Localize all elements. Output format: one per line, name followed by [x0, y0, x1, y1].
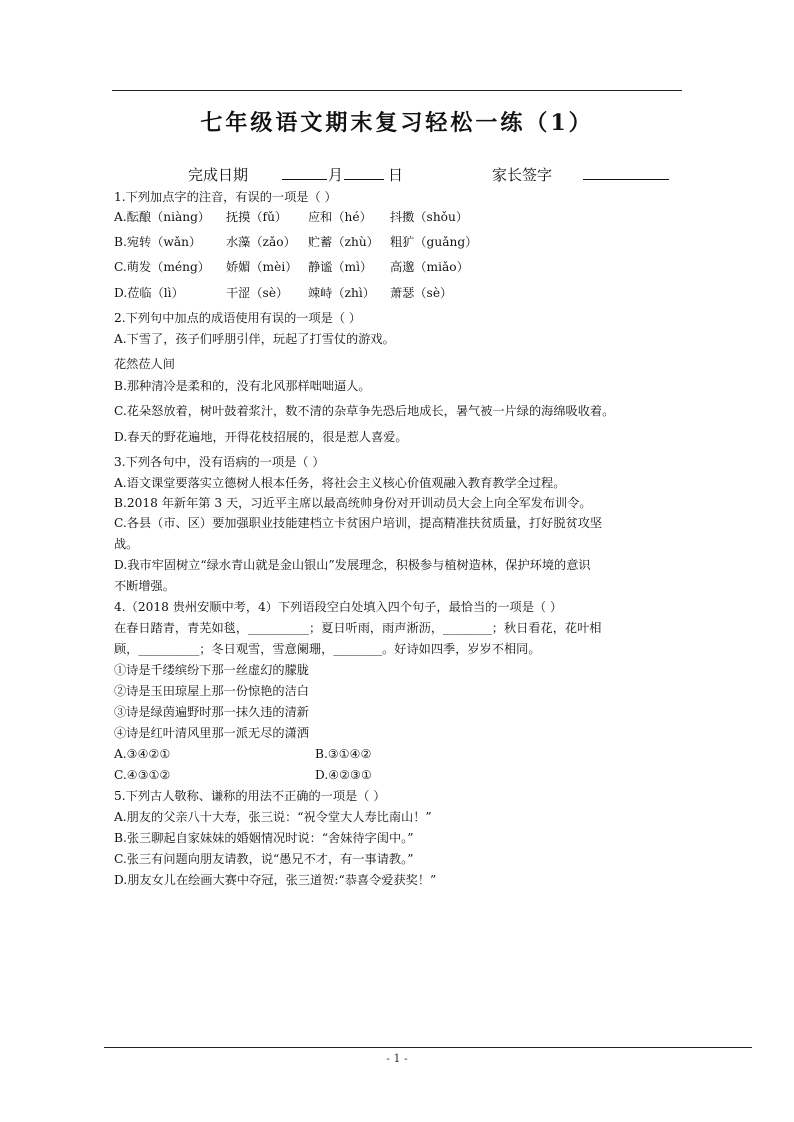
q1-a-4: 抖擞（shǒu）: [390, 210, 469, 224]
header-rule: [112, 90, 682, 91]
q4-option-d: D.④②③①: [315, 768, 372, 782]
q4-sentence-1: ①诗是千缕缤纷下那一丝虚幻的朦胧: [114, 663, 309, 677]
q4-sentence-4: ④诗是红叶清风里那一派无尽的潇洒: [114, 726, 309, 740]
day-label: 日: [388, 166, 404, 184]
date-label: 完成日期: [188, 166, 249, 184]
q1-b-3: 贮蓄（zhù）: [308, 235, 379, 249]
q1-row-a: [114, 208, 468, 226]
q2-option-c: C.花朵怒放着，树叶鼓着浆汁，数不清的杂草争先恐后地成长，暑气被一片绿的海绵吸收着。: [114, 404, 615, 418]
page-number: - 1 -: [386, 1052, 408, 1065]
q1-b-4: 粗犷（guǎng）: [390, 235, 478, 249]
q3-option-d-cont: 不断增强。: [114, 579, 175, 593]
q5-option-c: C.张三有问题向朋友请教，说“愚兄不才，有一事请教。”: [114, 852, 414, 866]
q1-a-2: 抚摸（fǔ）: [226, 210, 288, 224]
q1-row-d: [114, 284, 452, 302]
q1-b-1: B.宛转（wǎn）: [114, 235, 202, 249]
q5-option-d: D.朋友女儿在绘画大赛中夺冠，张三道贺:“恭喜令爱获奖！”: [114, 873, 437, 887]
q5-stem: 5.下列古人敬称、谦称的用法不正确的一项是（ ）: [114, 789, 386, 803]
page-title: 七年级语文期末复习轻松一练（1）: [200, 110, 594, 136]
q1-c-4: 高邈（miǎo）: [390, 260, 469, 274]
q2-extra-line: 花然莅人间: [114, 357, 175, 371]
q2-option-a: A.下雪了，孩子们呼朋引伴，玩起了打雪仗的游戏。: [114, 332, 395, 346]
q3-option-a: A.语文课堂要落实立德树人根本任务，将社会主义核心价值观融入教育教学全过程。: [114, 476, 566, 490]
q1-stem: 1.下列加点字的注音，有误的一项是（ ）: [114, 190, 337, 204]
q1-d-1: D.莅临（lì）: [114, 286, 184, 300]
q3-stem: 3.下列各句中，没有语病的一项是（ ）: [114, 455, 325, 469]
q2-stem: 2.下列句中加点的成语使用有误的一项是（ ）: [114, 311, 362, 325]
q3-option-d: D.我市牢固树立“绿水青山就是金山银山”发展理念，积极参与植树造林，保护环境的意识: [114, 558, 591, 572]
q1-d-3: 竦峙（zhì）: [308, 286, 375, 300]
q5-option-b: B.张三聊起自家妹妹的婚姻情况时说：“舍妹待字闺中。”: [114, 831, 414, 845]
q5-option-a: A.朋友的父亲八十大寿，张三说：“祝令堂大人寿比南山！”: [114, 810, 432, 824]
parent-sign-blank[interactable]: [583, 165, 669, 180]
q4-option-b: B.③①④②: [315, 747, 372, 761]
q4-passage-2: 顾，__________；冬日观雪，雪意阑珊，________。好诗如四季，岁岁不相同。: [114, 642, 541, 656]
q4-sentence-3: ③诗是绿茵遍野时那一抹久违的清新: [114, 705, 309, 719]
q4-stem: 4.（2018 贵州安顺中考，4）下列语段空白处填入四个句子，最恰当的一项是（ ）: [114, 600, 563, 614]
q1-c-2: 娇媚（mèi）: [226, 260, 298, 274]
q1-d-2: 干涩（sè）: [226, 286, 289, 300]
month-label: 月: [328, 166, 344, 184]
q3-option-c: C.各县（市、区）要加强职业技能建档立卡贫困户培训，提高精准扶贫质量，打好脱贫攻坚: [114, 516, 603, 530]
q1-a-3: 应和（hé）: [308, 210, 372, 224]
month-blank[interactable]: [282, 165, 327, 180]
footer-rule: [104, 1047, 752, 1048]
q4-sentence-2: ②诗是玉田琼屋上那一份惊艳的洁白: [114, 684, 309, 698]
q1-row-b: [114, 233, 477, 251]
q4-option-c: C.④③①②: [114, 768, 171, 782]
q3-option-c-cont: 战。: [114, 537, 139, 551]
day-blank[interactable]: [344, 165, 384, 180]
parent-sign-label: 家长签字: [492, 166, 553, 184]
q3-option-b: B.2018 年新年第 3 天，习近平主席以最高统帅身份对开训动员大会上向全军发布训令。: [114, 496, 592, 510]
q4-passage-1: 在春日踏青，青芜如毯，__________；夏日听雨，雨声淅沥，________；秋日看花，花叶相: [114, 621, 602, 635]
q1-a-1: A.酝酿（niàng）: [114, 210, 211, 224]
q1-row-c: [114, 258, 469, 276]
q1-d-4: 萧瑟（sè）: [390, 286, 453, 300]
q1-c-3: 静谧（mì）: [308, 260, 373, 274]
q2-option-d: D.春天的野花遍地，开得花枝招展的，很是惹人喜爱。: [114, 430, 408, 444]
q1-b-2: 水藻（zǎo）: [226, 235, 296, 249]
q2-option-b: B.那种清冷是柔和的，没有北风那样咄咄逼人。: [114, 379, 371, 393]
q1-c-1: C.萌发（méng）: [114, 260, 210, 274]
q4-option-a: A.③④②①: [114, 747, 171, 761]
